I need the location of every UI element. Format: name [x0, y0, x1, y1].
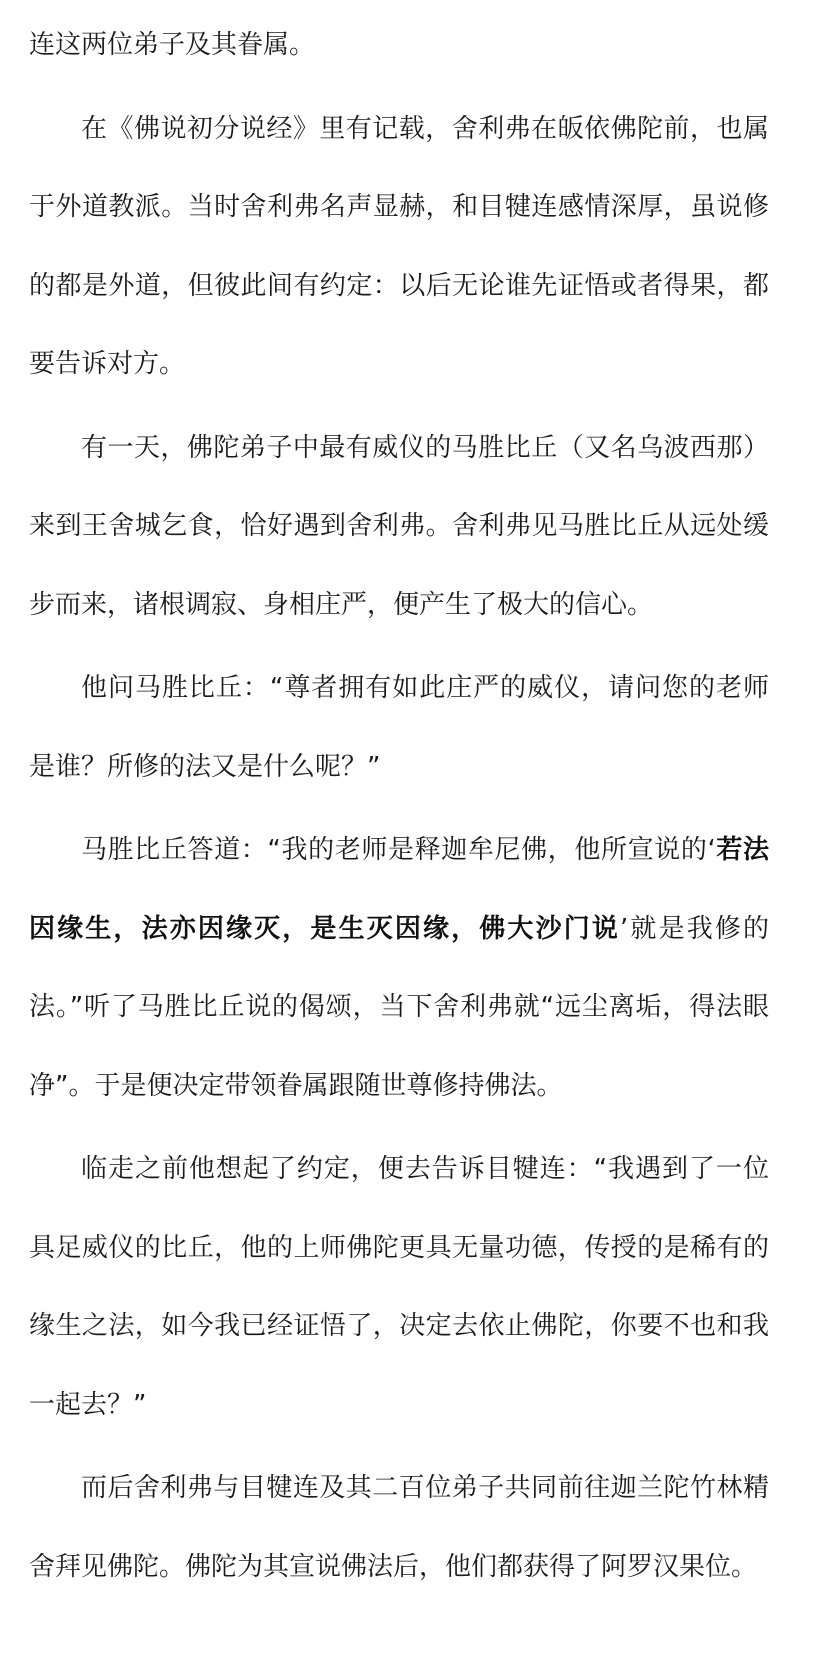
paragraph-chuwfen-sutra: 在《佛说初分说经》里有记载，舍利弗在皈依佛陀前，也属于外道教派。当时舍利弗名声显赫，和目犍连感情深厚，虽说修的都是外道，但彼此间有约定：以后无论谁先证悟或者得果，都要告诉对方。 [29, 113, 769, 379]
article-body [29, 0, 769, 1606]
answer-text-before: 马胜比丘答道：“我的老师是释迦牟尼佛，他所宣说的‘ [81, 835, 716, 865]
paragraph-question: 他问马胜比丘：“尊者拥有如此庄严的威仪，请问您的老师是谁？所修的法又是什么呢？” [29, 673, 769, 782]
answer-text-after: ’就是我修的法。”听了马胜比丘说的偈颂，当下舍利弗就“远尘离垢，得法眼净”。于是便决定带领眷属跟随世尊修持佛法。 [29, 913, 769, 1101]
paragraph-horse-victory-bhikkhu: 有一天，佛陀弟子中最有威仪的马胜比丘（又名乌波西那）来到王舍城乞食，恰好遇到舍利弗。舍利弗见马胜比丘从远处缓步而来，诸根调寂、身相庄严，便产生了极大的信心。 [29, 432, 769, 620]
paragraph-invitation: 临走之前他想起了约定，便去告诉目犍连：“我遇到了一位具足威仪的比丘，他的上师佛陀更具无量功德，传授的是稀有的缘生之法，如今我已经证悟了，决定去依止佛陀，你要不也和我一起去？” [29, 1154, 769, 1420]
paragraph-conclusion: 而后舍利弗与目犍连及其二百位弟子共同前往迦兰陀竹林精舍拜见佛陀。佛陀为其宣说佛法后，他们都获得了阿罗汉果位。 [29, 1473, 769, 1582]
verse-bold: 若法因缘生，法亦因缘灭，是生灭因缘，佛大沙门说 [29, 835, 769, 944]
paragraph-continuation: 连这两位弟子及其眷属。 [29, 30, 316, 60]
paragraph-answer [29, 811, 769, 1125]
